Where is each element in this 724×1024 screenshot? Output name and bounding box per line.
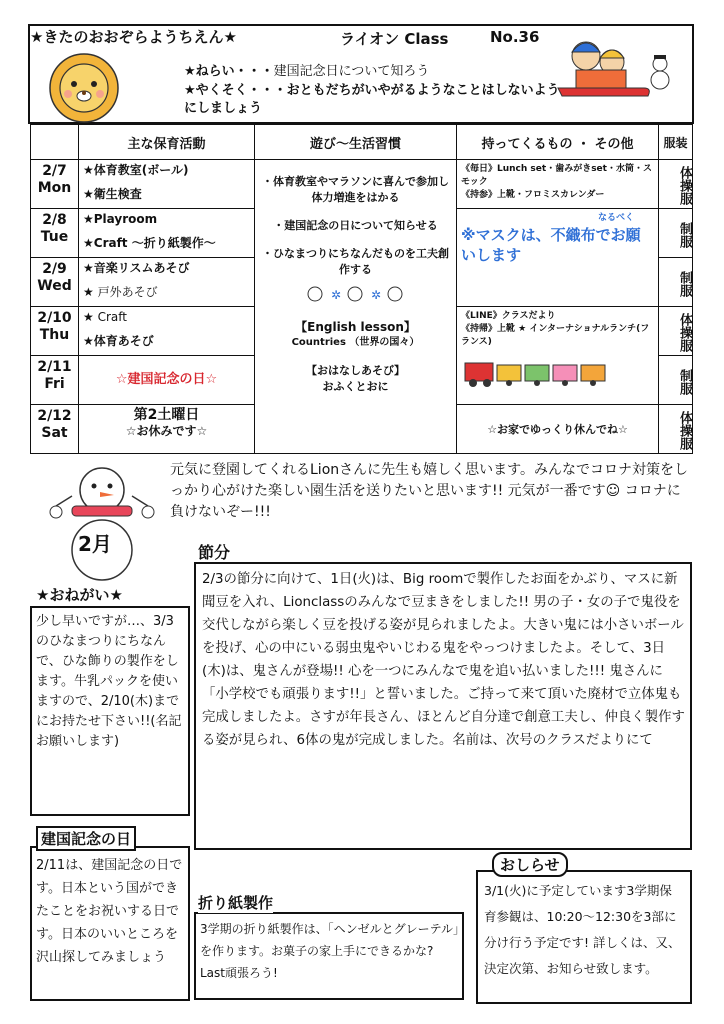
mask-request: ※マスクは、不織布でお願いします xyxy=(461,226,641,264)
date-cell: 2/12 Sat xyxy=(31,405,79,454)
play-habits-cell xyxy=(255,160,457,454)
table-header-row xyxy=(31,125,693,160)
items-cell: 《毎日》Lunch set・歯みがきset・水筒・スモック 《持参》上靴・フロミスカレンダー xyxy=(457,160,659,209)
activity-cell: 第2土曜日 ☆お休みです☆ xyxy=(79,405,255,454)
school-name: ★きたのおおぞらようちえん★ xyxy=(30,28,237,46)
month-badge: 2月 xyxy=(78,532,112,556)
play-item: ・建国記念の日について知らせる xyxy=(273,219,438,232)
english-lesson-title: 【English lesson】 xyxy=(295,320,416,334)
promise-line xyxy=(184,82,564,118)
header-activities: 主な保育活動 xyxy=(79,125,255,160)
setsubun-body: 2/3の節分に向けて、1日(火)は、Big roomで製作したお面をかぶり、マスに新聞豆を入れ、Lionclassのみんなで豆まきをしました!! 男の子・女の子で鬼役を交代しながら楽しく豆を投げる姿が見られましたよ。大きい鬼には小さいボールを投げ、心の中にいる弱虫鬼やいじわる鬼をやっつけましたよ。そして、3日(木)は、鬼さんが登場!! 心を一つにみんなで鬼を追い払いました!!! 鬼さんに「小学校でも頑張ります!!」と誓いました。ご持って来て頂いた廃材で立体鬼も完成しましたよ。さすが年長さん、ほとんど自分達で創意工夫し、仲良く製作する姿が見られ、6体の鬼が完成しました。名前は、次号のクラスだよりにて xyxy=(202,572,685,748)
promise-label: ★やくそく・・・ xyxy=(184,83,287,98)
side-note: なるべく xyxy=(597,213,634,223)
wear-cell: 制服 xyxy=(659,356,693,405)
hina-doll-icons xyxy=(301,282,411,306)
story-play-title: 【おはなしあそび】 xyxy=(306,364,405,377)
notice-title: おしらせ xyxy=(492,852,568,877)
table-row xyxy=(31,160,693,209)
english-lesson-sub: Countries （世界の国々） xyxy=(291,337,420,348)
request-title: ★おねがい★ xyxy=(36,586,123,604)
setsubun-title: 節分 xyxy=(198,543,231,562)
aim-label: ★ねらい・・・ xyxy=(184,64,274,79)
header-items: 持ってくるもの ・ その他 xyxy=(457,125,659,160)
class-name: ライオン Class xyxy=(340,30,449,48)
svg-text:✲: ✲ xyxy=(330,288,341,302)
intro-message: 元気に登園してくれるLionさんに先生も嬉しく思います。みんなでコロナ対策をしっかり心がけた楽しい園生活を送りたいと思います!! 元気が一番です☺ コロナに負けないぞー!!! xyxy=(170,462,689,520)
activity-cell: ☆建国記念の日☆ xyxy=(79,356,255,405)
sledding-children-illustration xyxy=(548,30,678,104)
aim-line xyxy=(184,60,429,79)
origami-body: 3学期の折り紙製作は、「ヘンゼルとグレーテル」を作ります。お菓子の家上手にできるかな? Last頑張ろう! xyxy=(200,922,460,980)
request-body: 少し早いですが…、3/3のひなまつりにちなんで、ひな飾りの製作をします。牛乳パックを使いますので、2/10(木)までにお持たせ下さい!!(名記お願いします) xyxy=(36,614,182,749)
aim-text: 建国記念日について知ろう xyxy=(273,64,430,79)
origami-title: 折り紙製作 xyxy=(198,894,274,912)
promise-text: おともだちがいやがるようなことはしないようにしましょう xyxy=(184,83,560,116)
mask-note-cell xyxy=(457,209,659,307)
snowman-illustration xyxy=(42,462,162,582)
lion-illustration xyxy=(44,50,124,124)
wear-cell: 制服 xyxy=(659,258,693,307)
svg-text:✲: ✲ xyxy=(370,288,381,302)
items-cell: 《LINE》クラスだより 《持帰》上靴 ★ インターナショナルランチ(フランス) xyxy=(457,307,659,405)
header-play: 遊び～生活習慣 xyxy=(255,125,457,160)
wear-cell: 体操服 xyxy=(659,307,693,356)
header-wear: 服装 xyxy=(659,125,693,160)
notice-body: 3/1(火)に予定しています3学期保育参観は、10:20～12:30を3部に分け行う予定です! 詳しくは、又、決定次第、お知らせ致します。 xyxy=(484,883,681,976)
date-cell: 2/11 Fri xyxy=(31,356,79,405)
wear-cell: 体操服 xyxy=(659,405,693,454)
play-item: ・体育教室やマラソンに喜んで参加し体力増進をはかる xyxy=(262,175,449,204)
train-illustration xyxy=(461,353,611,389)
date-cell: 2/8 Tue xyxy=(31,209,79,258)
national-foundation-day-title: 建国記念の日 xyxy=(36,826,136,851)
date-cell: 2/9 Wed xyxy=(31,258,79,307)
activity-cell: ★音楽リスムあそび ★ 戸外あそび xyxy=(79,258,255,307)
items-cell: ☆お家でゆっくり休んでね☆ xyxy=(457,405,659,454)
activity-cell: ★体育教室(ボール) ★衛生検査 xyxy=(79,160,255,209)
story-play-sub: おふくとおに xyxy=(322,380,389,393)
weekly-schedule-table xyxy=(30,124,693,454)
wear-cell: 制服 xyxy=(659,209,693,258)
play-item: ・ひなまつりにちなんだものを工夫創作する xyxy=(262,247,449,276)
lion-mane xyxy=(50,54,118,122)
activity-cell: ★ Craft ★体育あそび xyxy=(79,307,255,356)
activity-cell: ★Playroom ★Craft ～折り紙製作～ xyxy=(79,209,255,258)
national-foundation-day-body: 2/11は、建国記念の日です。日本という国ができたことをお祝いする日です。日本のいいところを沢山探してみましょう xyxy=(36,858,183,965)
issue-number: No.36 xyxy=(490,28,540,46)
header-date xyxy=(31,125,79,160)
date-cell: 2/10 Thu xyxy=(31,307,79,356)
wear-cell: 体操服 xyxy=(659,160,693,209)
date-cell: 2/7 Mon xyxy=(31,160,79,209)
